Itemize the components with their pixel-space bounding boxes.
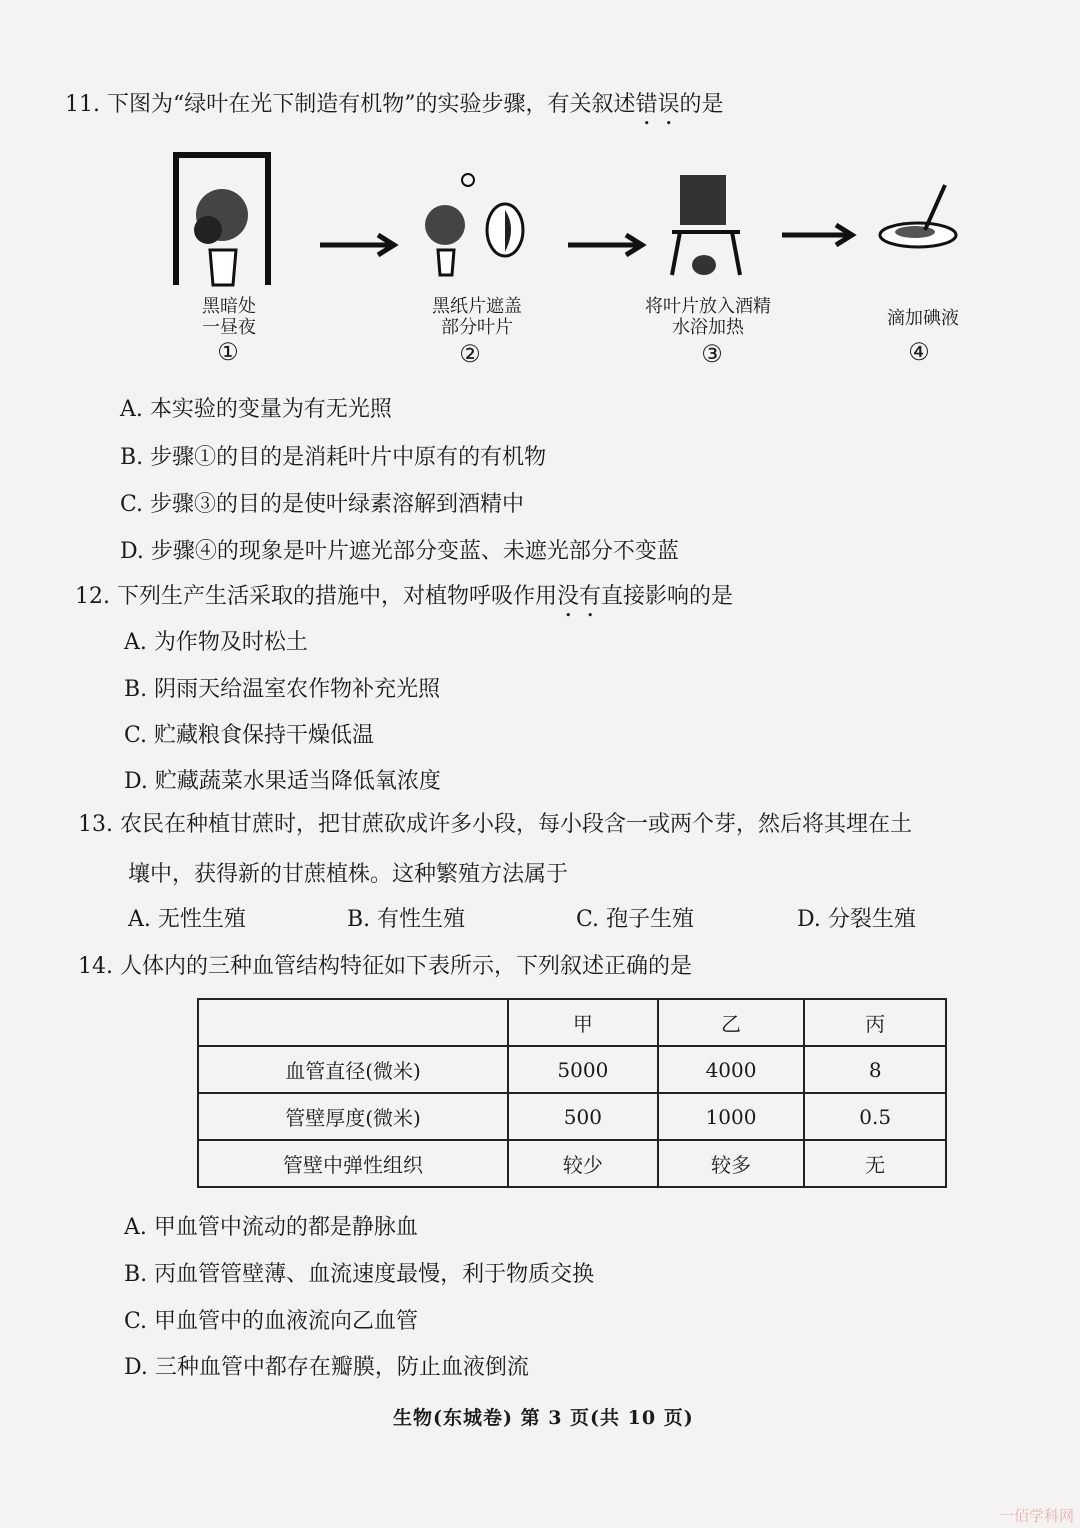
q14-stem: 14. 人体内的三种血管结构特征如下表所示，下列叙述正确的是 bbox=[78, 954, 692, 979]
q13-option-b: B. 有性生殖 bbox=[347, 907, 466, 932]
q11-emphasis: 错误 bbox=[635, 92, 680, 117]
q12-stem-text: 12. 下列生产生活采取的措施中，对植物呼吸作用 bbox=[75, 584, 557, 609]
q12-option-b: B. 阴雨天给温室农作物补充光照 bbox=[124, 677, 441, 702]
table-header-row bbox=[198, 999, 946, 1046]
q13-stem-line2: 壤中，获得新的甘蔗植株。这种繁殖方法属于 bbox=[128, 862, 569, 887]
step1-number: ① bbox=[217, 338, 239, 366]
q12-stem bbox=[75, 582, 733, 622]
q12-option-c: C. 贮藏粮食保持干燥低温 bbox=[124, 723, 375, 748]
table-row bbox=[198, 1093, 946, 1140]
table-cell: 无 bbox=[804, 1140, 946, 1187]
q11-stem bbox=[65, 90, 724, 130]
caption-line: 黑纸片遮盖 bbox=[432, 296, 522, 317]
step4-caption bbox=[843, 308, 1003, 329]
q13-option-d: D. 分裂生殖 bbox=[797, 907, 916, 932]
step3-number: ③ bbox=[701, 340, 723, 368]
q11-option-d: D. 步骤④的现象是叶片遮光部分变蓝、未遮光部分不变蓝 bbox=[120, 539, 679, 564]
table-header: 丙 bbox=[804, 999, 946, 1046]
q13-option-a: A. 无性生殖 bbox=[128, 907, 246, 932]
table-cell: 5000 bbox=[508, 1046, 658, 1093]
q12-option-d: D. 贮藏蔬菜水果适当降低氧浓度 bbox=[124, 769, 441, 794]
table-row bbox=[198, 1046, 946, 1093]
caption-line: 滴加碘液 bbox=[887, 308, 959, 329]
q14-option-c: C. 甲血管中的血液流向乙血管 bbox=[124, 1309, 419, 1334]
table-header: 甲 bbox=[508, 999, 658, 1046]
q11-option-b: B. 步骤①的目的是消耗叶片中原有的有机物 bbox=[120, 445, 547, 470]
step4-number: ④ bbox=[908, 338, 930, 366]
table-header bbox=[198, 999, 508, 1046]
q14-option-b: B. 丙血管管壁薄、血流速度最慢，利于物质交换 bbox=[124, 1262, 595, 1287]
table-cell: 较少 bbox=[508, 1140, 658, 1187]
dark-box-plant-icon bbox=[176, 155, 268, 285]
q13-stem-line1: 13. 农民在种植甘蔗时，把甘蔗砍成许多小段，每小段含一或两个芽，然后将其埋在土 bbox=[78, 812, 912, 837]
blood-vessel-table bbox=[197, 998, 947, 1188]
arrow-icon bbox=[782, 225, 852, 245]
table-cell: 8 bbox=[804, 1046, 946, 1093]
iodine-dish-icon bbox=[880, 185, 956, 247]
table-header: 乙 bbox=[658, 999, 805, 1046]
step1-caption bbox=[149, 296, 309, 338]
watermark: 一佰学科网 bbox=[998, 1507, 1074, 1525]
table-cell: 管壁中弹性组织 bbox=[198, 1140, 508, 1187]
table-cell: 500 bbox=[508, 1093, 658, 1140]
caption-line: 一昼夜 bbox=[202, 317, 256, 338]
page-footer: 生物(东城卷) 第 3 页(共 10 页) bbox=[393, 1407, 694, 1429]
q11-stem-text: 11. 下图为“绿叶在光下制造有机物”的实验步骤，有关叙述 bbox=[65, 92, 636, 117]
q14-option-a: A. 甲血管中流动的都是静脉血 bbox=[124, 1215, 418, 1240]
table-cell: 较多 bbox=[658, 1140, 805, 1187]
q11-option-a: A. 本实验的变量为有无光照 bbox=[120, 397, 392, 422]
caption-line: 黑暗处 bbox=[202, 296, 256, 317]
water-bath-icon bbox=[672, 175, 740, 275]
table-cell: 血管直径(微米) bbox=[198, 1046, 508, 1093]
q12-emphasis: 没有 bbox=[556, 584, 601, 609]
caption-line: 部分叶片 bbox=[441, 317, 513, 338]
table-row bbox=[198, 1140, 946, 1187]
caption-line: 水浴加热 bbox=[672, 317, 744, 338]
q14-option-d: D. 三种血管中都存在瓣膜，防止血液倒流 bbox=[124, 1355, 529, 1380]
q12-option-a: A. 为作物及时松土 bbox=[124, 630, 308, 655]
table-cell: 0.5 bbox=[804, 1093, 946, 1140]
arrow-icon bbox=[568, 235, 642, 255]
covered-leaf-plant-icon bbox=[425, 174, 523, 275]
q12-stem-end: 直接影响的是 bbox=[601, 584, 734, 609]
caption-line: 将叶片放入酒精 bbox=[645, 296, 771, 317]
table-cell: 1000 bbox=[658, 1093, 805, 1140]
table-cell: 4000 bbox=[658, 1046, 805, 1093]
q11-option-c: C. 步骤③的目的是使叶绿素溶解到酒精中 bbox=[120, 492, 525, 517]
arrow-icon bbox=[320, 235, 394, 255]
q13-option-c: C. 孢子生殖 bbox=[576, 907, 695, 932]
step2-caption bbox=[397, 296, 557, 338]
step2-number: ② bbox=[459, 340, 481, 368]
table-cell: 管壁厚度(微米) bbox=[198, 1093, 508, 1140]
step3-caption bbox=[628, 296, 788, 338]
q11-stem-end: 的是 bbox=[679, 92, 724, 117]
